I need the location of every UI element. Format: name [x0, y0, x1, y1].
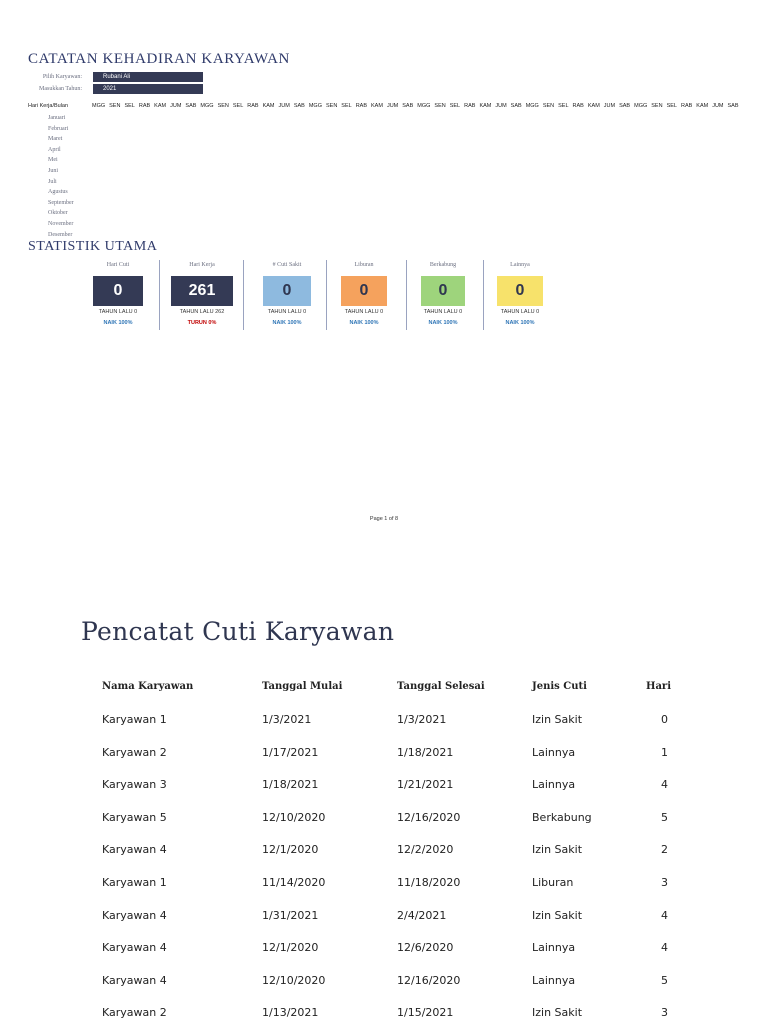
column-header: Nama Karyawan — [102, 681, 194, 692]
table-cell: 2 — [661, 843, 668, 857]
stat-label: Berkabung — [429, 262, 457, 268]
table-cell: Karyawan 5 — [102, 810, 167, 824]
month-label: Juli — [48, 178, 57, 185]
table-cell: 12/10/2020 — [262, 973, 326, 987]
stat-label: Liburan — [354, 262, 374, 268]
table-row — [0, 713, 768, 731]
stat-divider — [406, 260, 407, 330]
table-cell: Karyawan 4 — [102, 941, 167, 955]
month-label: Januari — [48, 115, 66, 121]
table-row — [0, 778, 768, 796]
table-cell: 1/18/2021 — [397, 745, 454, 759]
weekday-header: KAM — [479, 103, 492, 109]
table-row — [0, 876, 768, 894]
stat-card — [330, 262, 398, 326]
column-header: Jenis Cuti — [532, 681, 587, 692]
table-cell: Karyawan 3 — [102, 778, 167, 792]
weekday-header: SEL — [232, 103, 244, 109]
weekday-header: JUM — [170, 103, 182, 109]
weekday-header: SAB — [619, 103, 631, 109]
month-label: Februari — [48, 125, 69, 132]
weekday-header: RAB — [247, 103, 259, 109]
stat-previous-year: TAHUN LALU 0 — [98, 309, 138, 315]
table-cell: 12/2/2020 — [397, 843, 454, 857]
stat-value: 0 — [93, 276, 143, 306]
weekday-header: JUM — [386, 103, 399, 109]
table-cell: Lainnya — [532, 941, 576, 955]
table-row — [0, 746, 768, 764]
table-cell: Karyawan 4 — [102, 843, 167, 857]
leave-title: Pencatat Cuti Karyawan — [81, 617, 395, 646]
stat-divider — [243, 260, 244, 330]
weekday-header: MGG — [634, 103, 648, 109]
stat-divider — [326, 260, 327, 330]
weekday-header: SAB — [727, 103, 739, 109]
table-cell: 12/16/2020 — [397, 973, 461, 987]
table-row — [0, 811, 768, 829]
table-cell: Berkabung — [532, 810, 592, 824]
table-cell: 0 — [661, 713, 668, 726]
stat-trend: NAIK 100% — [505, 320, 535, 326]
stat-card — [409, 262, 477, 326]
month-label: September — [48, 199, 74, 206]
weekday-header: JUM — [712, 103, 724, 109]
stat-trend: NAIK 100% — [103, 320, 133, 326]
year-input[interactable]: 2021 — [93, 84, 203, 94]
table-cell: 12/1/2020 — [262, 941, 319, 955]
month-label: November — [48, 220, 74, 227]
table-cell: Karyawan 1 — [102, 713, 167, 726]
table-cell: 1/3/2021 — [397, 713, 447, 726]
stat-trend: TURUN 0% — [187, 320, 217, 326]
weekday-header: KAM — [696, 103, 709, 109]
table-cell: 1/3/2021 — [262, 713, 312, 726]
table-cell: Karyawan 2 — [102, 745, 167, 759]
weekday-header: SEL — [449, 103, 461, 109]
weekday-list — [92, 103, 743, 109]
stat-card — [486, 262, 554, 326]
weekday-header: SEN — [109, 103, 121, 109]
stat-card — [168, 262, 236, 326]
days-header-label: Hari Kerja/Bulan — [28, 103, 69, 109]
weekday-header: RAB — [138, 103, 151, 109]
table-cell: 4 — [661, 778, 668, 792]
table-cell: 3 — [661, 1006, 668, 1020]
weekday-header: SAB — [293, 103, 305, 109]
weekday-header: JUM — [278, 103, 290, 109]
table-cell: 1/18/2021 — [262, 778, 319, 792]
table-row — [0, 843, 768, 861]
weekday-header: KAM — [154, 103, 167, 109]
table-cell: Karyawan 1 — [102, 876, 167, 889]
weekday-header: SEN — [651, 103, 663, 109]
stat-label: Hari Cuti — [106, 262, 130, 268]
weekday-header: MGG — [525, 103, 539, 109]
table-cell: Lainnya — [532, 745, 576, 759]
table-cell: 11/18/2020 — [397, 876, 461, 889]
table-row — [0, 941, 768, 959]
stat-card — [84, 262, 152, 326]
weekday-header: RAB — [572, 103, 584, 109]
page-number: Page 1 of 8 — [369, 516, 399, 522]
weekday-header: SEL — [558, 103, 569, 109]
weekday-header: SAB — [402, 103, 414, 109]
weekday-header: SEL — [666, 103, 677, 109]
table-cell: 4 — [661, 908, 668, 922]
table-cell: 2/4/2021 — [397, 908, 447, 922]
stat-label: # Cuti Sakit — [272, 262, 302, 268]
weekday-header: MGG — [417, 103, 431, 109]
month-label: Desember — [48, 231, 73, 238]
table-row — [0, 974, 768, 992]
stat-value: 0 — [421, 276, 465, 306]
table-cell: 1/31/2021 — [262, 908, 319, 922]
stat-previous-year: TAHUN LALU 0 — [423, 309, 463, 315]
month-label: Mei — [48, 157, 58, 164]
weekday-header: SAB — [185, 103, 197, 109]
table-cell: 12/16/2020 — [397, 810, 461, 824]
table-cell: 12/1/2020 — [262, 843, 319, 857]
table-cell: Lainnya — [532, 778, 576, 792]
stat-previous-year: TAHUN LALU 0 — [500, 309, 540, 315]
employee-select[interactable]: Rubani Ali — [93, 72, 203, 82]
stat-value: 261 — [171, 276, 233, 306]
month-label: Oktober — [48, 210, 68, 217]
month-label: Agustus — [48, 189, 68, 196]
stat-trend: NAIK 100% — [272, 320, 302, 326]
weekday-header: SEN — [434, 103, 446, 109]
attendance-title: CATATAN KEHADIRAN KARYAWAN — [28, 51, 290, 67]
stat-trend: NAIK 100% — [428, 320, 458, 326]
employee-label: Pilih Karyawan: — [42, 74, 82, 80]
weekday-header: SEN — [542, 103, 555, 109]
weekday-header: KAM — [587, 103, 600, 109]
column-header: Hari — [646, 681, 671, 692]
weekday-header: MGG — [92, 103, 106, 109]
stat-previous-year: TAHUN LALU 0 — [267, 309, 307, 315]
stat-value: 0 — [341, 276, 387, 306]
weekday-header: MGG — [200, 103, 214, 109]
stat-value: 0 — [263, 276, 311, 306]
column-header: Tanggal Selesai — [397, 681, 485, 692]
stat-card — [253, 262, 321, 326]
table-cell: Karyawan 4 — [102, 973, 167, 987]
table-cell: 4 — [661, 941, 668, 955]
table-cell: Izin Sakit — [532, 908, 583, 922]
table-cell: 3 — [661, 876, 668, 889]
table-cell: 1/15/2021 — [397, 1006, 454, 1020]
days-header-row — [28, 103, 743, 109]
weekday-header: SEL — [341, 103, 352, 109]
weekday-header: SAB — [510, 103, 522, 109]
weekday-header: RAB — [464, 103, 476, 109]
month-label: Juni — [48, 167, 59, 174]
stats-title: STATISTIK UTAMA — [28, 239, 158, 254]
stat-label: Lainnya — [510, 262, 530, 268]
weekday-header: RAB — [680, 103, 693, 109]
month-label: Maret — [48, 136, 63, 143]
month-label: April — [48, 146, 61, 153]
weekday-header: JUM — [495, 103, 507, 109]
table-cell: 1/13/2021 — [262, 1006, 319, 1020]
table-cell: 5 — [661, 810, 668, 824]
weekday-header: KAM — [262, 103, 275, 109]
table-cell: 1/21/2021 — [397, 778, 454, 792]
column-header: Tanggal Mulai — [262, 681, 343, 692]
weekday-header: SEN — [217, 103, 229, 109]
weekday-header: SEL — [124, 103, 135, 109]
table-cell: 11/14/2020 — [262, 876, 326, 889]
stat-previous-year: TAHUN LALU 262 — [179, 309, 225, 315]
table-cell: 12/10/2020 — [262, 810, 326, 824]
weekday-header: JUM — [603, 103, 616, 109]
weekday-header: RAB — [355, 103, 368, 109]
table-cell: 12/6/2020 — [397, 941, 454, 955]
weekday-header: KAM — [371, 103, 383, 109]
stat-divider — [483, 260, 484, 330]
table-cell: 1 — [661, 745, 668, 759]
stat-divider — [159, 260, 160, 330]
stat-value: 0 — [497, 276, 543, 306]
table-cell: Liburan — [532, 876, 574, 889]
table-row — [0, 909, 768, 927]
weekday-header: MGG — [308, 103, 322, 109]
table-cell: Izin Sakit — [532, 1006, 583, 1020]
month-list — [48, 113, 74, 240]
table-cell: Izin Sakit — [532, 713, 583, 726]
table-cell: Karyawan 2 — [102, 1006, 167, 1020]
table-cell: Lainnya — [532, 973, 576, 987]
stat-previous-year: TAHUN LALU 0 — [344, 309, 384, 315]
table-cell: 5 — [661, 973, 668, 987]
table-row — [0, 1006, 768, 1024]
weekday-header: SEN — [325, 103, 338, 109]
table-cell: Karyawan 4 — [102, 908, 167, 922]
table-cell: Izin Sakit — [532, 843, 583, 857]
table-cell: 1/17/2021 — [262, 745, 319, 759]
year-label: Masukkan Tahun: — [39, 86, 82, 92]
stat-label: Hari Kerja — [189, 262, 215, 268]
stat-trend: NAIK 100% — [349, 320, 379, 326]
